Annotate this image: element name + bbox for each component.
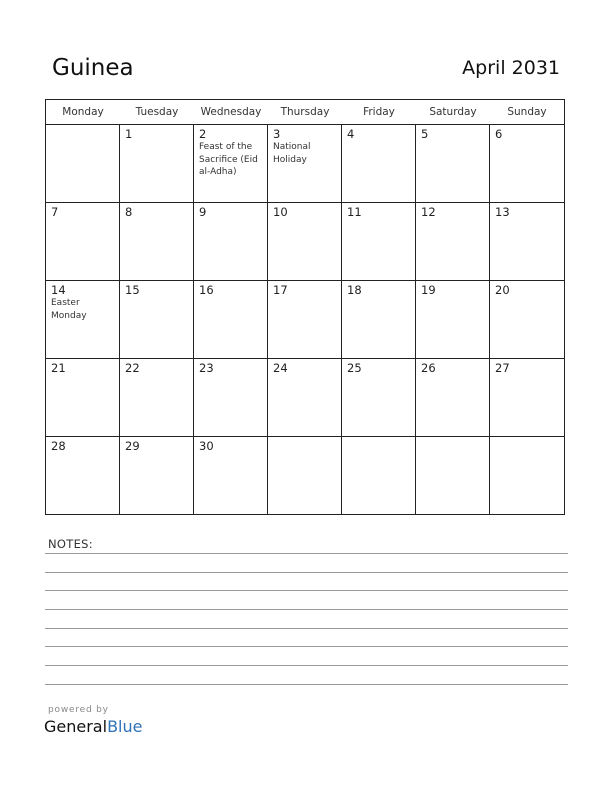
- day-cell: [268, 437, 342, 514]
- day-cell: [416, 281, 490, 358]
- weekday-header: Wednesday: [200, 106, 262, 118]
- country-title: Guinea: [52, 55, 134, 81]
- day-number: 4: [347, 127, 355, 141]
- day-number: 17: [273, 283, 288, 297]
- day-cell: [268, 359, 342, 436]
- day-cell: [342, 125, 416, 202]
- day-cell: [416, 359, 490, 436]
- calendar-grid: [45, 99, 565, 515]
- generalblue-logo: [44, 717, 142, 736]
- day-number: 14: [51, 283, 66, 297]
- note-line: [45, 609, 568, 610]
- day-cell: [46, 125, 120, 202]
- day-number: 3: [273, 127, 281, 141]
- day-cell: [490, 203, 564, 280]
- day-cell: [416, 203, 490, 280]
- day-number: 5: [421, 127, 429, 141]
- day-number: 20: [495, 283, 510, 297]
- day-cell: [194, 125, 268, 202]
- day-number: 10: [273, 205, 288, 219]
- brand-general: General: [44, 717, 108, 736]
- day-number: 28: [51, 439, 66, 453]
- holiday-label: Feast of the Sacrifice (Eid al-Adha): [199, 142, 258, 177]
- week-row: [46, 359, 564, 437]
- weekday-header: Saturday: [429, 106, 477, 118]
- holiday-label: Easter Monday: [51, 298, 87, 321]
- day-number: 29: [125, 439, 140, 453]
- day-number: 13: [495, 205, 510, 219]
- day-number: 11: [347, 205, 362, 219]
- day-number: 23: [199, 361, 214, 375]
- day-cell: [342, 437, 416, 514]
- note-line: [45, 646, 568, 647]
- day-cell: [490, 125, 564, 202]
- day-cell: [416, 437, 490, 514]
- day-number: 26: [421, 361, 436, 375]
- note-line: [45, 665, 568, 666]
- day-number: 6: [495, 127, 503, 141]
- day-cell: [46, 203, 120, 280]
- day-cell: [120, 437, 194, 514]
- week-row: [46, 281, 564, 359]
- week-row: [46, 203, 564, 281]
- day-number: 27: [495, 361, 510, 375]
- day-number: 30: [199, 439, 214, 453]
- note-line: [45, 628, 568, 629]
- day-number: 1: [125, 127, 133, 141]
- weekday-header: Sunday: [507, 106, 547, 118]
- day-number: 8: [125, 205, 133, 219]
- day-number: 22: [125, 361, 140, 375]
- day-number: 2: [199, 127, 207, 141]
- day-cell: [194, 281, 268, 358]
- day-number: 7: [51, 205, 59, 219]
- notes-label: NOTES:: [48, 537, 93, 551]
- day-number: 15: [125, 283, 140, 297]
- day-cell: [120, 281, 194, 358]
- weekday-header: Tuesday: [135, 106, 179, 118]
- day-cell: [120, 125, 194, 202]
- day-cell: [268, 203, 342, 280]
- brand-blue: Blue: [107, 717, 143, 736]
- note-line: [45, 572, 568, 573]
- weekday-header: Monday: [62, 106, 104, 118]
- weekday-header-row: [46, 100, 564, 125]
- day-number: 18: [347, 283, 362, 297]
- day-cell: [490, 359, 564, 436]
- note-line: [45, 553, 568, 554]
- day-number: 9: [199, 205, 207, 219]
- day-cell: [342, 281, 416, 358]
- day-cell: [342, 203, 416, 280]
- day-cell: [194, 359, 268, 436]
- day-cell: [46, 437, 120, 514]
- day-number: 12: [421, 205, 436, 219]
- day-number: 25: [347, 361, 362, 375]
- weekday-header: Friday: [363, 106, 395, 118]
- note-line: [45, 684, 568, 685]
- powered-by-text: powered by: [48, 705, 109, 715]
- day-cell: [194, 203, 268, 280]
- day-cell: [268, 125, 342, 202]
- day-cell: [120, 359, 194, 436]
- day-cell: [194, 437, 268, 514]
- day-cell: [342, 359, 416, 436]
- week-row: [46, 437, 564, 514]
- weekday-header: Thursday: [280, 106, 330, 118]
- day-cell: [46, 359, 120, 436]
- holiday-label: National Holiday: [273, 142, 311, 165]
- day-cell: [490, 281, 564, 358]
- day-cell: [268, 281, 342, 358]
- day-cell: [416, 125, 490, 202]
- note-line: [45, 590, 568, 591]
- day-number: 21: [51, 361, 66, 375]
- day-cell: [490, 437, 564, 514]
- day-cell: [46, 281, 120, 358]
- day-number: 24: [273, 361, 288, 375]
- day-number: 16: [199, 283, 214, 297]
- day-number: 19: [421, 283, 436, 297]
- week-row: [46, 125, 564, 203]
- month-year-title: April 2031: [462, 57, 560, 79]
- day-cell: [120, 203, 194, 280]
